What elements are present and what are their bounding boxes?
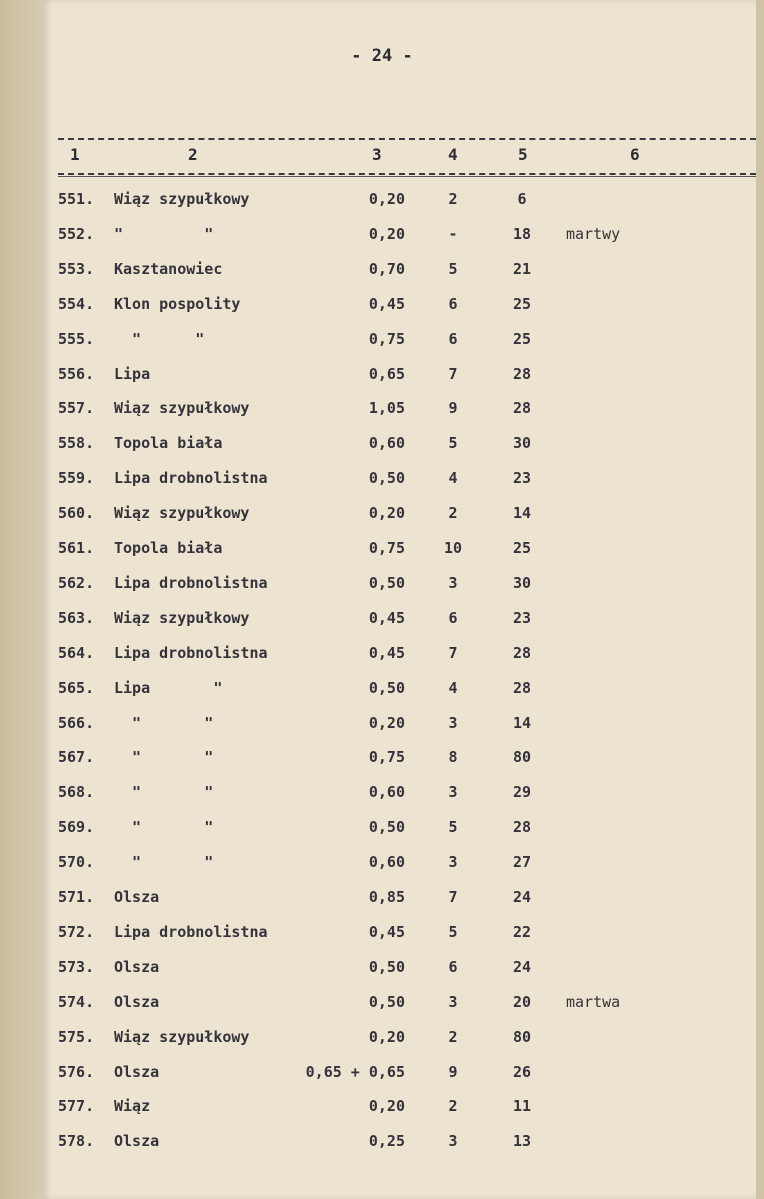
row-number: 561. bbox=[58, 539, 95, 557]
tree-species: " " bbox=[114, 329, 205, 348]
column-header-6: 6 bbox=[630, 145, 640, 164]
column-header-5: 5 bbox=[518, 145, 528, 164]
column-5-value: 28 bbox=[512, 399, 532, 418]
table-row bbox=[0, 469, 764, 503]
column-3-value: 0,75 bbox=[368, 748, 405, 767]
column-4-value: 5 bbox=[448, 818, 458, 837]
column-4-value: 6 bbox=[448, 329, 458, 348]
row-number: 554. bbox=[58, 294, 95, 313]
tree-species: Wiąz szypułkowy bbox=[114, 1027, 250, 1046]
column-3-value: 0,25 bbox=[368, 1132, 405, 1151]
row-number: 563. bbox=[58, 608, 95, 627]
row-number: 577. bbox=[58, 1097, 95, 1116]
column-5-value: 80 bbox=[512, 748, 532, 767]
column-3-value: 0,75 bbox=[368, 539, 405, 557]
tree-species: " " bbox=[114, 853, 214, 872]
column-header-2: 2 bbox=[188, 145, 198, 164]
row-number: 572. bbox=[58, 922, 95, 941]
row-number: 552. bbox=[58, 224, 95, 243]
tree-species: Wiąz bbox=[114, 1097, 151, 1116]
table-row bbox=[0, 609, 764, 643]
column-5-value: 25 bbox=[512, 329, 532, 348]
column-5-value: 28 bbox=[512, 678, 532, 697]
column-4-value: 6 bbox=[448, 608, 458, 627]
column-4-value: 7 bbox=[448, 888, 458, 906]
column-5-value: 24 bbox=[512, 957, 532, 976]
tree-species: Topola biała bbox=[114, 539, 223, 557]
tree-species: Klon pospolity bbox=[114, 294, 241, 313]
tree-species: Olsza bbox=[114, 957, 160, 976]
row-number: 560. bbox=[58, 504, 95, 523]
table-row bbox=[0, 539, 764, 573]
column-3-value: 0,85 bbox=[368, 888, 405, 906]
table-row bbox=[0, 260, 764, 294]
column-3-value: 0,20 bbox=[368, 190, 405, 208]
column-3-value: 0,20 bbox=[368, 504, 405, 523]
column-3-value: 0,45 bbox=[368, 608, 405, 627]
tree-species: Wiąz szypułkowy bbox=[114, 608, 250, 627]
row-number: 559. bbox=[58, 469, 95, 488]
column-4-value: 9 bbox=[448, 1062, 458, 1081]
table-row bbox=[0, 1132, 764, 1166]
column-5-value: 20 bbox=[512, 992, 532, 1011]
column-5-value: 27 bbox=[512, 853, 532, 872]
remarks: martwy bbox=[566, 224, 621, 243]
row-number: 571. bbox=[58, 888, 95, 906]
column-3-value: 0,50 bbox=[368, 678, 405, 697]
column-3-value: 0,45 bbox=[368, 294, 405, 313]
column-3-value: 0,65 bbox=[368, 364, 405, 383]
row-number: 568. bbox=[58, 783, 95, 802]
table-row bbox=[0, 714, 764, 748]
table-row bbox=[0, 1063, 764, 1097]
column-5-value: 26 bbox=[512, 1062, 532, 1081]
row-number: 555. bbox=[58, 329, 95, 348]
column-3-value: 0,20 bbox=[368, 713, 405, 732]
row-number: 569. bbox=[58, 818, 95, 837]
table-row bbox=[0, 504, 764, 538]
table-row bbox=[0, 399, 764, 433]
column-5-value: 28 bbox=[512, 364, 532, 383]
column-5-value: 28 bbox=[512, 818, 532, 837]
row-number: 576. bbox=[58, 1062, 95, 1081]
table-header-underline bbox=[58, 176, 756, 177]
row-number: 562. bbox=[58, 573, 95, 592]
column-3-value: 0,70 bbox=[368, 259, 405, 278]
column-4-value: 4 bbox=[448, 469, 458, 488]
column-4-value: 7 bbox=[448, 364, 458, 383]
column-3-value: 0,75 bbox=[368, 329, 405, 348]
remarks: martwa bbox=[566, 992, 621, 1011]
table-row bbox=[0, 644, 764, 678]
table-row bbox=[0, 190, 764, 224]
column-4-value: 5 bbox=[448, 259, 458, 278]
column-4-value: 8 bbox=[448, 748, 458, 767]
column-4-value: 2 bbox=[448, 190, 458, 208]
column-5-value: 22 bbox=[512, 922, 532, 941]
tree-species: Olsza bbox=[114, 888, 160, 906]
column-4-value: 9 bbox=[448, 399, 458, 418]
tree-species: Olsza bbox=[114, 1132, 160, 1151]
table-top-rule bbox=[58, 138, 756, 140]
tree-species: Lipa drobnolistna bbox=[114, 922, 268, 941]
table-row bbox=[0, 783, 764, 817]
column-5-value: 21 bbox=[512, 259, 532, 278]
table-row bbox=[0, 818, 764, 852]
table-row bbox=[0, 923, 764, 957]
column-3-value: 0,20 bbox=[368, 1097, 405, 1116]
tree-species: Wiąz szypułkowy bbox=[114, 399, 250, 418]
column-3-value: 0,60 bbox=[368, 853, 405, 872]
tree-species: Olsza bbox=[114, 1062, 160, 1081]
column-5-value: 14 bbox=[512, 713, 532, 732]
column-4-value: 3 bbox=[448, 573, 458, 592]
row-number: 567. bbox=[58, 748, 95, 767]
column-4-value: 3 bbox=[448, 992, 458, 1011]
column-3-value: 0,50 bbox=[368, 573, 405, 592]
row-number: 566. bbox=[58, 713, 95, 732]
row-number: 557. bbox=[58, 399, 95, 418]
tree-species: Wiąz szypułkowy bbox=[114, 504, 250, 523]
column-4-value: 2 bbox=[448, 504, 458, 523]
column-4-value: 6 bbox=[448, 957, 458, 976]
column-3-value: 0,50 bbox=[368, 992, 405, 1011]
table-row bbox=[0, 225, 764, 259]
tree-species: " " bbox=[114, 783, 214, 802]
table-row bbox=[0, 679, 764, 713]
table-row bbox=[0, 748, 764, 782]
column-header-1: 1 bbox=[70, 145, 80, 164]
column-5-value: 25 bbox=[512, 294, 532, 313]
column-5-value: 29 bbox=[512, 783, 532, 802]
tree-species: Olsza bbox=[114, 992, 160, 1011]
column-4-value: 7 bbox=[448, 643, 458, 662]
row-number: 570. bbox=[58, 853, 95, 872]
table-row bbox=[0, 853, 764, 887]
tree-species: Lipa drobnolistna bbox=[114, 469, 268, 488]
column-5-value: 28 bbox=[512, 643, 532, 662]
tree-species: Wiąz szypułkowy bbox=[114, 190, 250, 208]
column-5-value: 11 bbox=[512, 1097, 532, 1116]
column-3-value: 0,60 bbox=[368, 434, 405, 453]
table-row bbox=[0, 993, 764, 1027]
table-row bbox=[0, 330, 764, 364]
column-5-value: 23 bbox=[512, 469, 532, 488]
table-row bbox=[0, 1028, 764, 1062]
column-5-value: 13 bbox=[512, 1132, 532, 1151]
column-4-value: 3 bbox=[448, 783, 458, 802]
column-4-value: 5 bbox=[448, 922, 458, 941]
column-4-value: - bbox=[448, 224, 458, 243]
row-number: 573. bbox=[58, 957, 95, 976]
table-row bbox=[0, 295, 764, 329]
tree-species: Lipa drobnolistna bbox=[114, 573, 268, 592]
table-row bbox=[0, 434, 764, 468]
column-header-4: 4 bbox=[448, 145, 458, 164]
column-3-value: 0,50 bbox=[368, 818, 405, 837]
column-4-value: 2 bbox=[448, 1097, 458, 1116]
column-3-value: 0,20 bbox=[368, 1027, 405, 1046]
row-number: 575. bbox=[58, 1027, 95, 1046]
column-5-value: 30 bbox=[512, 573, 532, 592]
table-row bbox=[0, 574, 764, 608]
table-row bbox=[0, 1097, 764, 1131]
table-row bbox=[0, 958, 764, 992]
column-4-value: 6 bbox=[448, 294, 458, 313]
row-number: 574. bbox=[58, 992, 95, 1011]
tree-species: " " bbox=[114, 224, 214, 243]
tree-species: " " bbox=[114, 748, 214, 767]
column-5-value: 24 bbox=[512, 888, 532, 906]
row-number: 564. bbox=[58, 643, 95, 662]
row-number: 578. bbox=[58, 1132, 95, 1151]
row-number: 551. bbox=[58, 190, 95, 208]
column-header-3: 3 bbox=[372, 145, 382, 164]
column-5-value: 6 bbox=[517, 190, 527, 208]
column-3-value: 1,05 bbox=[368, 399, 405, 418]
column-5-value: 14 bbox=[512, 504, 532, 523]
tree-species: " " bbox=[114, 818, 214, 837]
row-number: 558. bbox=[58, 434, 95, 453]
page-number: - 24 - bbox=[351, 46, 413, 66]
column-5-value: 18 bbox=[512, 224, 532, 243]
tree-species: Topola biała bbox=[114, 434, 223, 453]
tree-species: Kasztanowiec bbox=[114, 259, 223, 278]
tree-species: Lipa " bbox=[114, 678, 223, 697]
column-4-value: 5 bbox=[448, 434, 458, 453]
table-row bbox=[0, 888, 764, 922]
column-4-value: 10 bbox=[443, 539, 463, 557]
column-3-value: 0,20 bbox=[368, 224, 405, 243]
tree-species: Lipa drobnolistna bbox=[114, 643, 268, 662]
column-5-value: 80 bbox=[512, 1027, 532, 1046]
column-3-value: 0,50 bbox=[368, 957, 405, 976]
column-5-value: 23 bbox=[512, 608, 532, 627]
row-number: 553. bbox=[58, 259, 95, 278]
table-row bbox=[0, 365, 764, 399]
tree-species: Lipa bbox=[114, 364, 151, 383]
column-4-value: 4 bbox=[448, 678, 458, 697]
column-5-value: 30 bbox=[512, 434, 532, 453]
row-number: 565. bbox=[58, 678, 95, 697]
column-4-value: 3 bbox=[448, 853, 458, 872]
table-header-rule bbox=[58, 173, 756, 175]
column-5-value: 25 bbox=[512, 539, 532, 557]
column-3-value: 0,45 bbox=[368, 643, 405, 662]
column-3-value: 0,45 bbox=[368, 922, 405, 941]
column-3-value: 0,65 + 0,65 bbox=[305, 1062, 405, 1081]
column-4-value: 3 bbox=[448, 713, 458, 732]
column-4-value: 3 bbox=[448, 1132, 458, 1151]
column-3-value: 0,50 bbox=[368, 469, 405, 488]
row-number: 556. bbox=[58, 364, 95, 383]
tree-species: " " bbox=[114, 713, 214, 732]
column-3-value: 0,60 bbox=[368, 783, 405, 802]
column-4-value: 2 bbox=[448, 1027, 458, 1046]
